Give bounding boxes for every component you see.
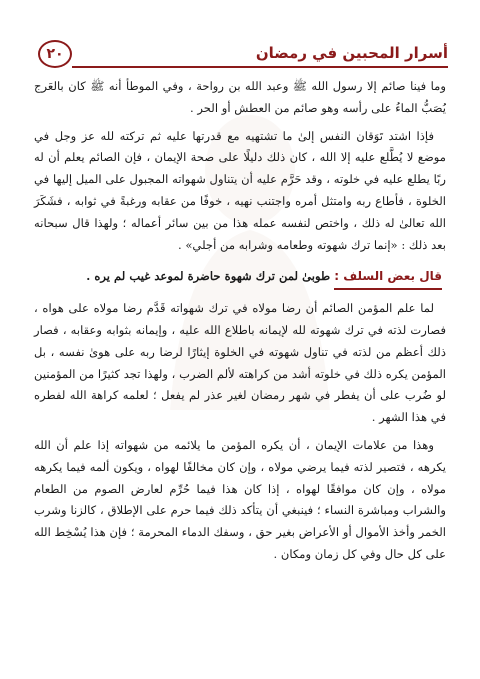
saying-text: طوبىٰ لمن ترك شهوة حاضرة لموعد غيب لم يره . (86, 269, 331, 284)
paragraph-4: وهذا من علامات الإيمان ، أن يكره المؤمن ما يلائمه من شهواته إذا علم أن الله يكرهه ، فتصير لذته فيما يرضي مولاه ، وإن كان مخالفًا لهواه ، ويكون ألمه فيما يكرهه مولاه ، وإن كان موافقًا لهواه ، إذا كان هذا فيما حُرِّم لعارض الصوم من الطعام والشراب ومباشرة النساء ؛ فينبغي أن يتأكد ذلك فيما حرم على الإطلاق ، كالزنا وشرب الخمر وأخذ الأموال أو الأعراض بغير حق ، وسفك الدماء المحرمة ؛ فإن هذا يُسْخِط الله على كل حال وفي كل زمان ومكان . (34, 437, 446, 561)
book-title: أسرار المحبين في رمضان (255, 44, 448, 62)
page-body (34, 76, 446, 572)
salaf-saying (34, 266, 446, 290)
paragraph-2: فإذا اشتد تَوَقان النفس إلىٰ ما تشتهيه مع قدرتها عليه ثم تركته لله عز وجل في موضع لا يُطَّلع عليه إلا الله ، كان ذلك دليلًا على صحة الإيمان ، فإن الصائم يعلم أن له ربًا يطلع عليه في خلوته ، وقد حَرَّم عليه أن يتناول شهواته المجبول على الميل إليها في الخلوة ، فأطاع ربه وامتثل أمره واجتنب نهيه ، خوفًا من عقابه ورغبةً في ثوابه ، فشَكَرَ الله تعالىٰ له ذلك ، واختص لنفسه عمله هذا من بين سائر أعماله ؛ ولهذا قال سبحانه بعد ذلك : «إنما ترك شهوته وطعامه وشرابه من أجلي» . (34, 128, 446, 252)
page-header (32, 42, 448, 68)
paragraph-3: لما علم المؤمن الصائم أن رضا مولاه في ترك شهواته قَدَّم رضا مولاه على هواه ، فصارت لذته في ترك شهوته لله لإيمانه باطلاع الله عليه ، وإيمانه بثوابه وعقابه ، فصار ذلك أعظم من لذته في تناول شهوته في الخلوة إيثارًا لرضا ربه على هوىٰ نفسه ، بل المؤمن يكره ذلك في خلوته أشد من كراهته لألم الضرب ، ولهذا تجد كثيرًا من المؤمنين لو ضُرب على أن يفطر في شهر رمضان لغير عذر لم يفعل ؛ لعلمه كراهة الله لفطره في هذا الشهر . (34, 301, 446, 425)
header-divider (72, 66, 448, 68)
page-number-badge: ٢٠ (38, 40, 72, 68)
saying-label: قال بعض السلف : (334, 266, 442, 290)
paragraph-1: وما فينا صائم إلا رسول الله ﷺ وعبد الله بن رواحة ، وفي الموطأ أنه ﷺ كان بالعَرج يُصَبُّ الماءُ على رأسه وهو صائم من العطش أو الحر . (34, 79, 446, 115)
